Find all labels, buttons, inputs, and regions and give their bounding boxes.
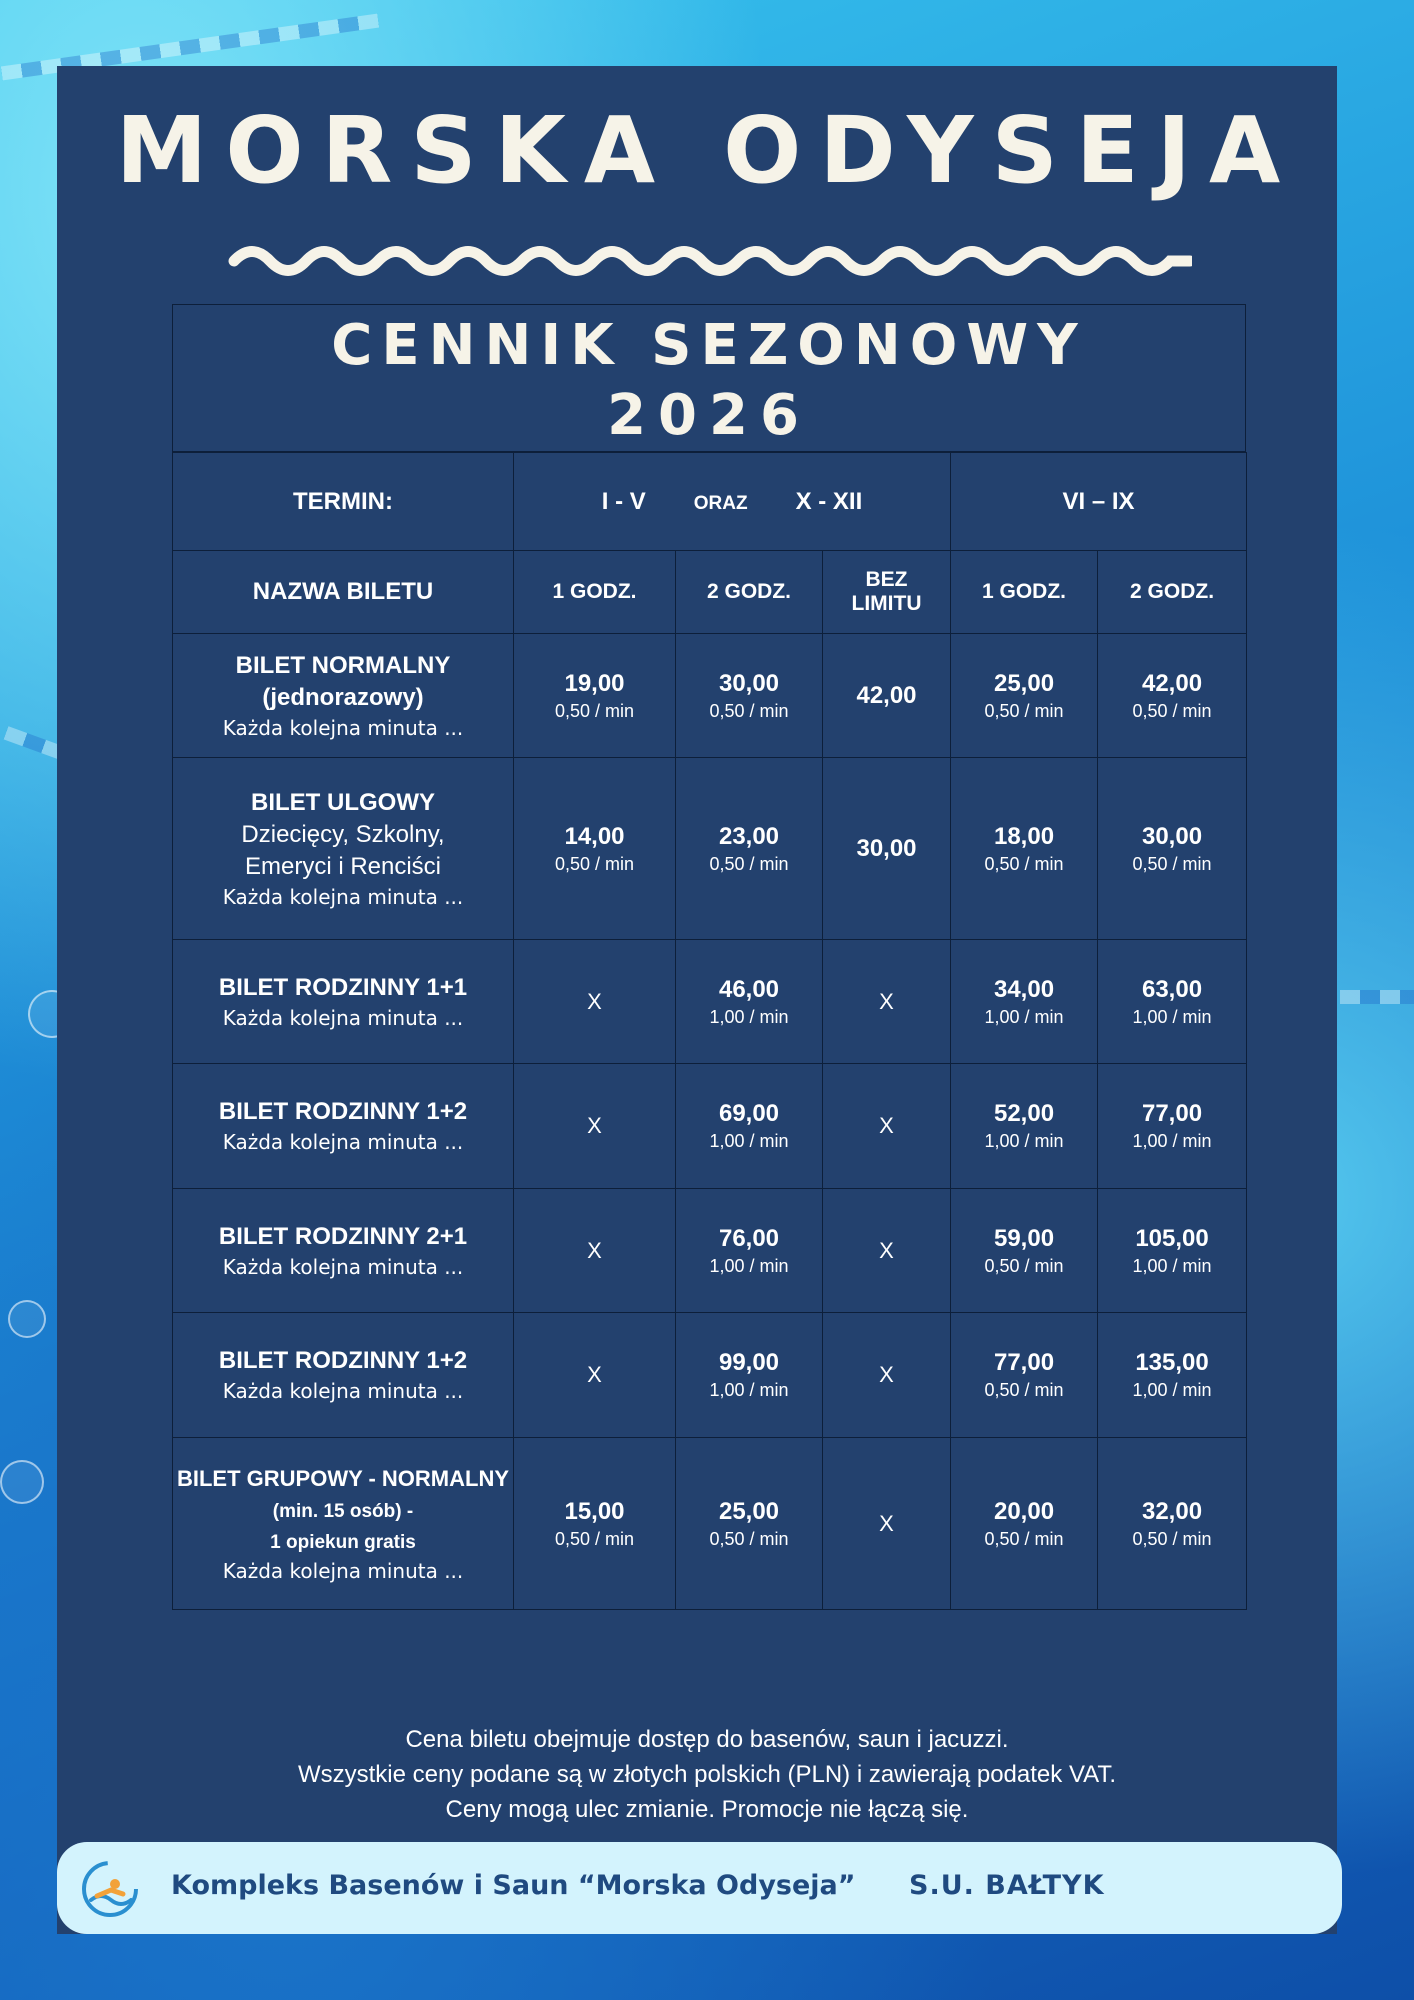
price-rate: 1,00 / min [709,1380,789,1400]
price-rate: 0,50 / min [984,1255,1064,1276]
column-header-row [173,551,1247,634]
ticket-name-cell [173,1313,514,1438]
company-name: Kompleks Basenów i Saun “Morska Odyseja” [171,1870,856,1901]
price-value: 19,00 [564,669,625,697]
table-row [173,634,1247,758]
col-unlimited-header: BEZ LIMITU [823,551,951,634]
price-value: 99,00 [718,1349,780,1376]
price-cell [1098,1438,1247,1610]
not-available-mark: X [879,1510,894,1536]
price-rate: 1,00 / min [984,1131,1064,1151]
price-value: 34,00 [993,975,1055,1003]
price-value: 52,00 [993,1100,1055,1127]
price-rate: 0,50 / min [984,1528,1064,1549]
price-rate: 1,00 / min [709,1255,789,1276]
ticket-name-header: NAZWA BILETU [173,551,514,634]
price-cell [823,940,951,1064]
price-cell [823,1438,951,1610]
price-value: 46,00 [718,975,780,1003]
price-cell [951,940,1098,1064]
price-cell [951,634,1098,758]
price-rate: 0,50 / min [554,700,635,721]
period-join: ORAZ [693,492,748,514]
ticket-name-cell [173,1064,514,1189]
price-cell [823,758,951,940]
period-summer: VI – IX [951,453,1247,551]
ticket-name: BILET RODZINNY 1+2 [218,1098,468,1125]
ticket-name-detail: Dziecięcy, Szkolny, [241,820,445,848]
ticket-extra-note: Każda kolejna minuta ... [222,1558,464,1583]
table-row [173,1189,1247,1313]
price-cell [514,1313,676,1438]
ticket-name: BILET RODZINNY 1+1 [218,973,468,1001]
price-cell [823,1189,951,1313]
price-rate: 0,50 / min [554,853,635,874]
ticket-extra-note: Każda kolejna minuta ... [222,1254,464,1279]
price-value: 30,00 [1141,822,1203,850]
price-value: 42,00 [1141,669,1203,697]
price-value: 25,00 [718,1497,780,1525]
price-value: 59,00 [993,1224,1055,1252]
not-available-mark: X [879,1237,894,1263]
price-value: 135,00 [1135,1349,1209,1376]
note-line: Wszystkie ceny podane są w złotych polskich (PLN) i zawierają podatek VAT. [297,1761,1117,1788]
swimmer-wave-logo-icon [81,1860,139,1918]
price-value: 30,00 [856,834,917,862]
price-rate: 1,00 / min [1132,1131,1212,1151]
price-rate: 1,00 / min [1132,1255,1212,1276]
price-rate: 1,00 / min [984,1006,1064,1027]
price-cell [514,1189,676,1313]
ticket-extra-note: Każda kolejna minuta ... [222,715,464,740]
ticket-extra-note: Każda kolejna minuta ... [222,1130,464,1154]
price-cell [951,1438,1098,1610]
price-cell [1098,1189,1247,1313]
wave-divider-icon [228,238,1192,284]
not-available-mark: X [587,1113,602,1138]
note-line: Cena biletu obejmuje dostęp do basenów, saun i jacuzzi. [405,1726,1009,1753]
period-off-season [514,453,951,551]
organization-name: S.U. BAŁTYK [909,1870,1105,1901]
ticket-extra-note: Każda kolejna minuta ... [222,1005,464,1030]
ticket-name: BILET RODZINNY 2+1 [218,1222,468,1250]
price-cell [823,1313,951,1438]
price-value: 20,00 [993,1497,1055,1525]
price-rate: 0,50 / min [554,1528,635,1549]
col-1h-header: 1 GODZ. [514,551,676,634]
price-rate: 0,50 / min [984,853,1064,874]
price-cell [514,758,676,940]
price-cell [676,940,823,1064]
price-cell [514,1438,676,1610]
ticket-name: BILET NORMALNY [235,651,451,679]
price-rate: 1,00 / min [1132,1380,1212,1400]
not-available-mark: X [587,1237,602,1263]
price-cell [676,1189,823,1313]
price-value: 77,00 [1141,1100,1203,1127]
ticket-extra-note: Każda kolejna minuta ... [222,1379,464,1403]
price-rate: 0,50 / min [709,853,789,874]
not-available-mark: X [879,1113,894,1138]
price-cell [676,1313,823,1438]
not-available-mark: X [879,1362,894,1387]
price-value: 76,00 [718,1224,780,1252]
price-value: 42,00 [856,681,917,709]
price-rate: 1,00 / min [709,1131,789,1151]
price-rate: 0,50 / min [984,700,1064,721]
price-value: 69,00 [718,1100,780,1127]
table-row [173,1438,1247,1610]
period-header-row [173,453,1247,551]
subtitle-line: CENNIK SEZONOWY [331,313,1087,378]
season-price-list-heading [172,304,1246,452]
table-row [173,758,1247,940]
ticket-name: BILET GRUPOWY - NORMALNY [176,1465,510,1491]
price-value: 14,00 [564,822,625,850]
ticket-name-cell [173,1438,514,1610]
period-1-a: I - V [601,487,646,515]
pool-lane-rope [1340,990,1414,1004]
period-1-b: X - XII [795,487,863,515]
price-notes [0,1722,1414,1827]
price-cell [951,1313,1098,1438]
price-value: 32,00 [1141,1497,1203,1525]
ticket-name-cell [173,1189,514,1313]
price-cell [951,1064,1098,1189]
price-value: 105,00 [1135,1224,1209,1252]
not-available-mark: X [587,988,602,1014]
price-rate: 0,50 / min [1132,700,1212,721]
price-cell [1098,758,1247,940]
price-value: 63,00 [1141,975,1203,1003]
price-value: 23,00 [718,822,780,850]
ticket-name-detail: (min. 15 osób) - [272,1500,414,1522]
footer-bar [57,1842,1342,1934]
table-row [173,1064,1247,1189]
note-line: Ceny mogą ulec zmianie. Promocje nie łączą się. [445,1796,969,1823]
price-cell [823,634,951,758]
price-value: 15,00 [564,1497,625,1525]
ticket-name-detail: (jednorazowy) [262,683,424,711]
price-cell [1098,1313,1247,1438]
price-cell [951,758,1098,940]
price-cell [1098,1064,1247,1189]
bubble-decoration [0,1460,44,1504]
not-available-mark: X [587,1362,602,1387]
col-2h-summer-header: 2 GODZ. [1098,551,1247,634]
price-cell [676,758,823,940]
col-1h-summer-header: 1 GODZ. [951,551,1098,634]
price-value: 25,00 [993,669,1055,697]
price-rate: 0,50 / min [709,1528,789,1549]
price-value: 18,00 [993,822,1055,850]
table-row [173,1313,1247,1438]
price-cell [1098,940,1247,1064]
price-rate: 1,00 / min [709,1006,789,1027]
ticket-name-cell [173,634,514,758]
price-value: 30,00 [718,669,780,697]
ticket-name: BILET RODZINNY 1+2 [218,1347,468,1374]
page-title: MORSKA ODYSEJA [115,97,1299,204]
ticket-name: BILET ULGOWY [251,788,435,816]
price-rate: 1,00 / min [1132,1006,1212,1027]
price-value: 77,00 [993,1349,1055,1376]
price-rate: 0,50 / min [1132,853,1212,874]
price-cell [1098,634,1247,758]
price-cell [951,1189,1098,1313]
col-2h-header: 2 GODZ. [676,551,823,634]
price-cell [514,1064,676,1189]
ticket-name-cell [173,940,514,1064]
price-cell [676,1064,823,1189]
ticket-extra-note: Każda kolejna minuta ... [222,884,464,909]
price-cell [514,634,676,758]
price-table [172,452,1247,1610]
subtitle-year: 2026 [607,383,811,448]
price-rate: 0,50 / min [984,1380,1064,1400]
price-cell [676,634,823,758]
price-cell [823,1064,951,1189]
price-cell [676,1438,823,1610]
price-rate: 0,50 / min [709,700,789,721]
price-cell [514,940,676,1064]
termin-label: TERMIN: [173,453,514,551]
ticket-name-detail: 1 opiekun gratis [270,1531,416,1553]
bubble-decoration [8,1300,46,1338]
price-rate: 0,50 / min [1132,1528,1212,1549]
ticket-name-detail: Emeryci i Renciści [244,852,442,880]
ticket-name-cell [173,758,514,940]
table-row [173,940,1247,1064]
not-available-mark: X [879,988,894,1014]
